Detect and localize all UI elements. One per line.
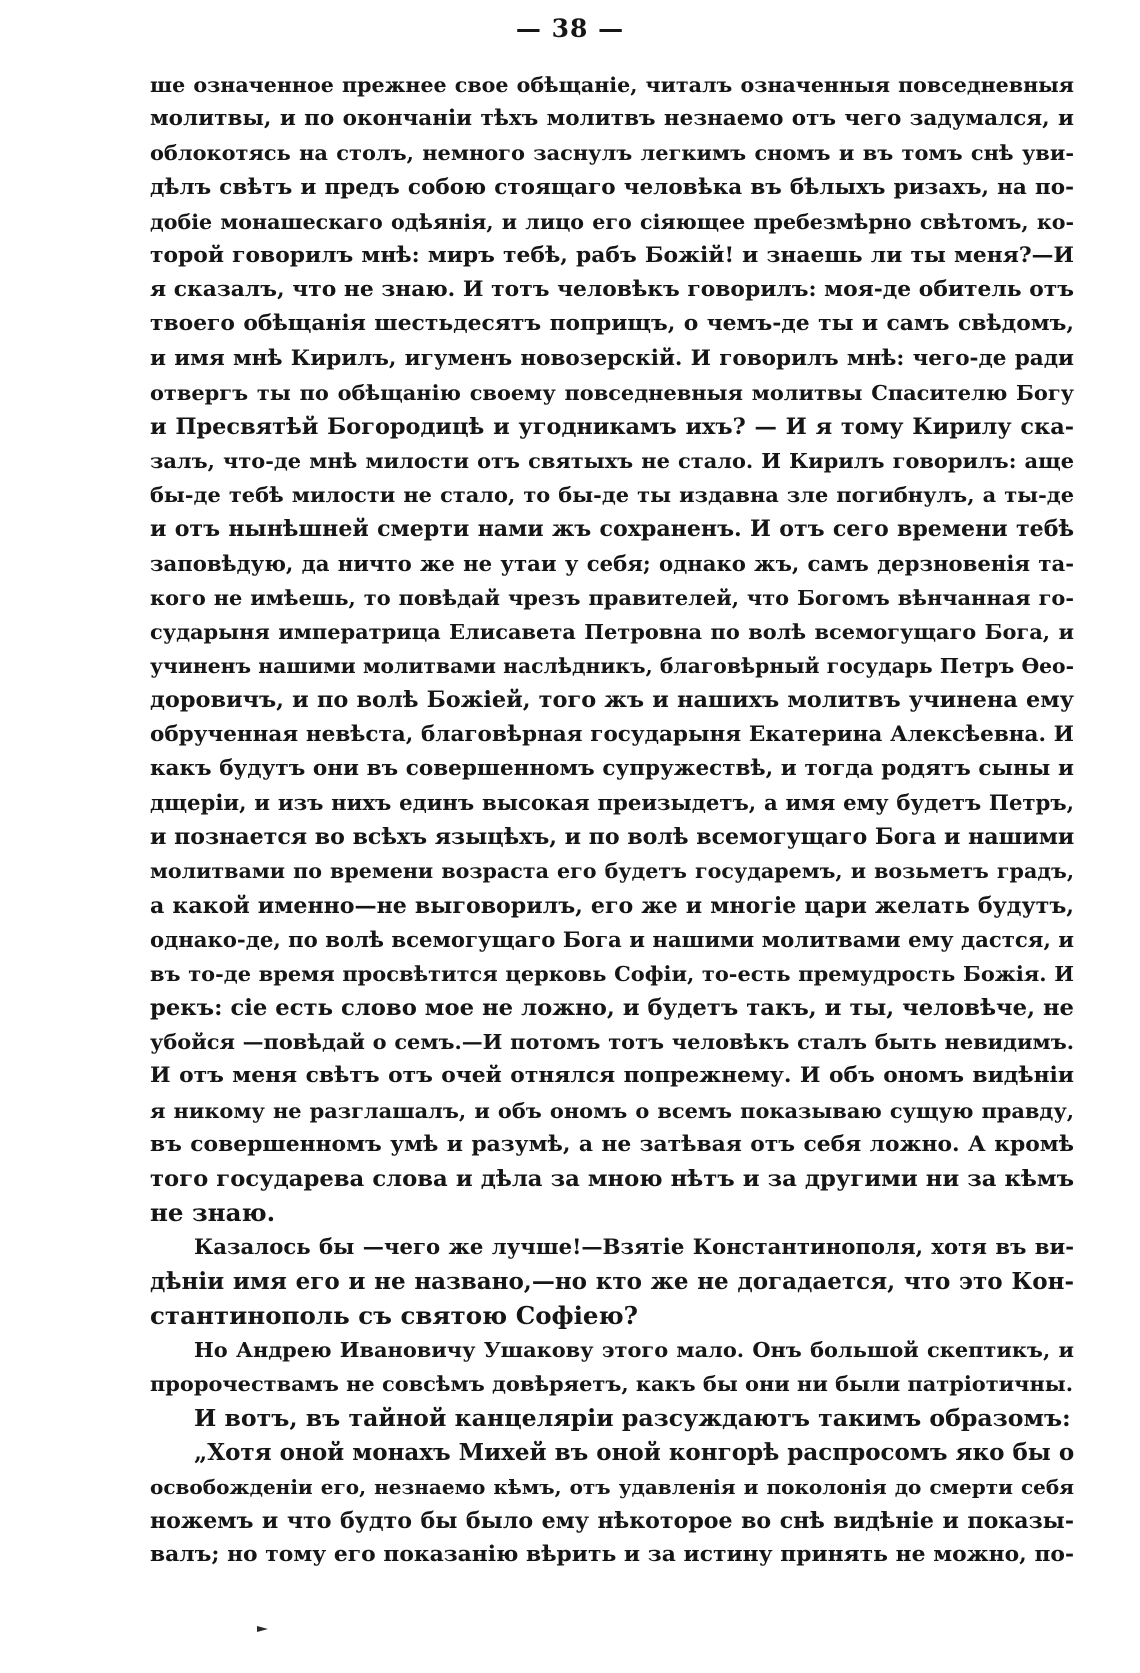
- text-line: молитвами по времени возраста его будетъ государемъ, и возьметъ градъ,: [150, 859, 1074, 884]
- paragraph: [150, 1401, 1074, 1435]
- text-line: стантинополь съ святою Софіею?: [150, 1300, 639, 1330]
- text-line: рекъ: сіе есть слово мое не ложно, и будетъ такъ, и ты, человѣче, не: [150, 995, 1074, 1022]
- text-line: того государева слова и дѣла за мною нѣтъ и за другими ни за кѣмъ: [150, 1166, 1074, 1192]
- text-line: сударыня императрица Елисавета Петровна по волѣ всемогущаго Бога, и: [150, 619, 1074, 644]
- text-line: однако-де, по волѣ всемогущаго Бога и нашими молитвами ему дастся, и: [150, 926, 1074, 952]
- text-line: въ то-де время просвѣтится церковь Софіи, то-есть премудрость Божія. И: [150, 960, 1074, 986]
- text-line: кого не имѣешь, то повѣдай чрезъ правителей, что Богомъ вѣнчанная го-: [150, 584, 1074, 610]
- text-line: торой говорилъ мнѣ: миръ тебѣ, рабъ Божій! и знаешь ли ты меня?—И: [150, 242, 1074, 268]
- text-line: заповѣдую, да ничто же не утаи у себя; однако жъ, самъ дерзновенія та-: [150, 550, 1074, 576]
- text-line: и имя мнѣ Кирилъ, игуменъ новозерскій. И говорилъ мнѣ: чего-де ради: [150, 345, 1074, 371]
- text-line: не знаю.: [150, 1198, 276, 1228]
- page-number: — 38 —: [515, 14, 625, 43]
- text-line: отвергъ ты по обѣщанію своему повседневныя молитвы Спасителю Богу: [150, 379, 1074, 405]
- text-line: И вотъ, въ тайной канцеляріи разсуждаютъ такимъ образомъ:: [194, 1404, 1071, 1433]
- text-line: залъ, что-де мнѣ милости отъ святыхъ не стало. И Кирилъ говорилъ: аще: [150, 448, 1074, 474]
- text-line: и отъ нынѣшней смерти нами жъ сохраненъ. И отъ сего времени тебѣ: [150, 516, 1074, 543]
- text-line: убойся —повѣдай о семъ.—И потомъ тотъ человѣкъ сталъ быть невидимъ.: [150, 1029, 1074, 1055]
- text-line: доровичъ, и по волѣ Божіей, того жъ и нашихъ молитвъ учинена ему: [150, 687, 1074, 714]
- body-text: [150, 68, 1074, 1572]
- text-line: добіе монашескаго одѣянія, и лицо его сіяющее пребезмѣрно свѣтомъ, ко-: [150, 209, 1074, 234]
- text-line: И отъ меня свѣтъ отъ очей отнялся попрежнему. И объ ономъ видѣніи: [150, 1063, 1074, 1089]
- text-line: дѣлъ свѣтъ и предъ собою стоящаго человѣка въ бѣлыхъ ризахъ, на по-: [150, 174, 1074, 200]
- text-line: валъ; но тому его показанію вѣрить и за истину принять не можно, по-: [150, 1542, 1074, 1568]
- text-line: я сказалъ, что не знаю. И тотъ человѣкъ говорилъ: моя-де обитель отъ: [150, 277, 1074, 303]
- text-line: облокотясь на столъ, немного заснулъ легкимъ сномъ и въ томъ снѣ уви-: [150, 140, 1074, 166]
- text-line: Казалось бы —чего же лучше!—Взятіе Константинополя, хотя въ ви-: [194, 1234, 1074, 1260]
- paragraph: [150, 1333, 1074, 1401]
- paragraph: [150, 1230, 1074, 1333]
- text-line: дщеріи, и изъ нихъ единъ высокая преизыдетъ, а имя ему будетъ Петръ,: [150, 789, 1074, 815]
- text-line: какъ будутъ они въ совершенномъ супружествѣ, и тогда родятъ сыны и: [150, 755, 1074, 781]
- text-line: въ совершенномъ умѣ и разумѣ, а не затѣвая отъ себя ложно. А кромѣ: [150, 1131, 1074, 1157]
- text-line: твоего обѣщанія шестьдесятъ поприщъ, о чемъ-де ты и самъ свѣдомъ,: [150, 311, 1074, 337]
- text-line: обрученная невѣста, благовѣрная государыня Екатерина Алексѣевна. И: [150, 721, 1074, 747]
- text-line: дѣніи имя его и не названо,—но кто же не догадается, что это Кон-: [150, 1267, 1074, 1295]
- text-line: Но Андрею Ивановичу Ушакову этого мало. Онъ большой скептикъ, и: [194, 1336, 1074, 1362]
- text-line: я никому не разглашалъ, и объ ономъ о всемъ показываю сущую правду,: [150, 1097, 1074, 1123]
- text-line: и познается во всѣхъ языцѣхъ, и по волѣ всемогущаго Бога и нашими: [150, 824, 1074, 851]
- text-line: ножемъ и что будто бы было ему нѣкоторое во снѣ видѣніе и показы-: [150, 1507, 1074, 1534]
- text-line: бы-де тебѣ милости не стало, то бы-де ты издавна зле погибнулъ, а ты-де: [150, 482, 1074, 508]
- text-line: а какой именно—не выговорилъ, его же и многіе цари желать будутъ,: [150, 892, 1074, 919]
- paragraph: [150, 1436, 1074, 1573]
- text-line: „Хотя оной монахъ Михей въ оной конгорѣ распросомъ яко бы о: [194, 1438, 1074, 1466]
- text-line: учиненъ нашими молитвами наслѣдникъ, благовѣрный государь Петръ Ѳео-: [150, 654, 1074, 679]
- text-line: пророчествамъ не совсѣмъ довѣряетъ, какъ бы они ни были патріотичны.: [150, 1371, 1073, 1397]
- paragraph: [150, 68, 1074, 1230]
- text-line: ше означенное прежнее свое обѣщаніе, читалъ означенныя повседневныя: [150, 73, 1074, 97]
- text-line: и Пресвятѣй Богородицѣ и угодникамъ ихъ? — И я тому Кирилу ска-: [150, 413, 1074, 440]
- text-line: освобожденіи его, незнаемо кѣмъ, отъ удавленія и поколонія до смерти себя: [150, 1474, 1074, 1499]
- page-mark: [257, 1626, 268, 1632]
- text-line: молитвы, и по окончаніи тѣхъ молитвъ незнаемо отъ чего задумался, и: [150, 106, 1074, 132]
